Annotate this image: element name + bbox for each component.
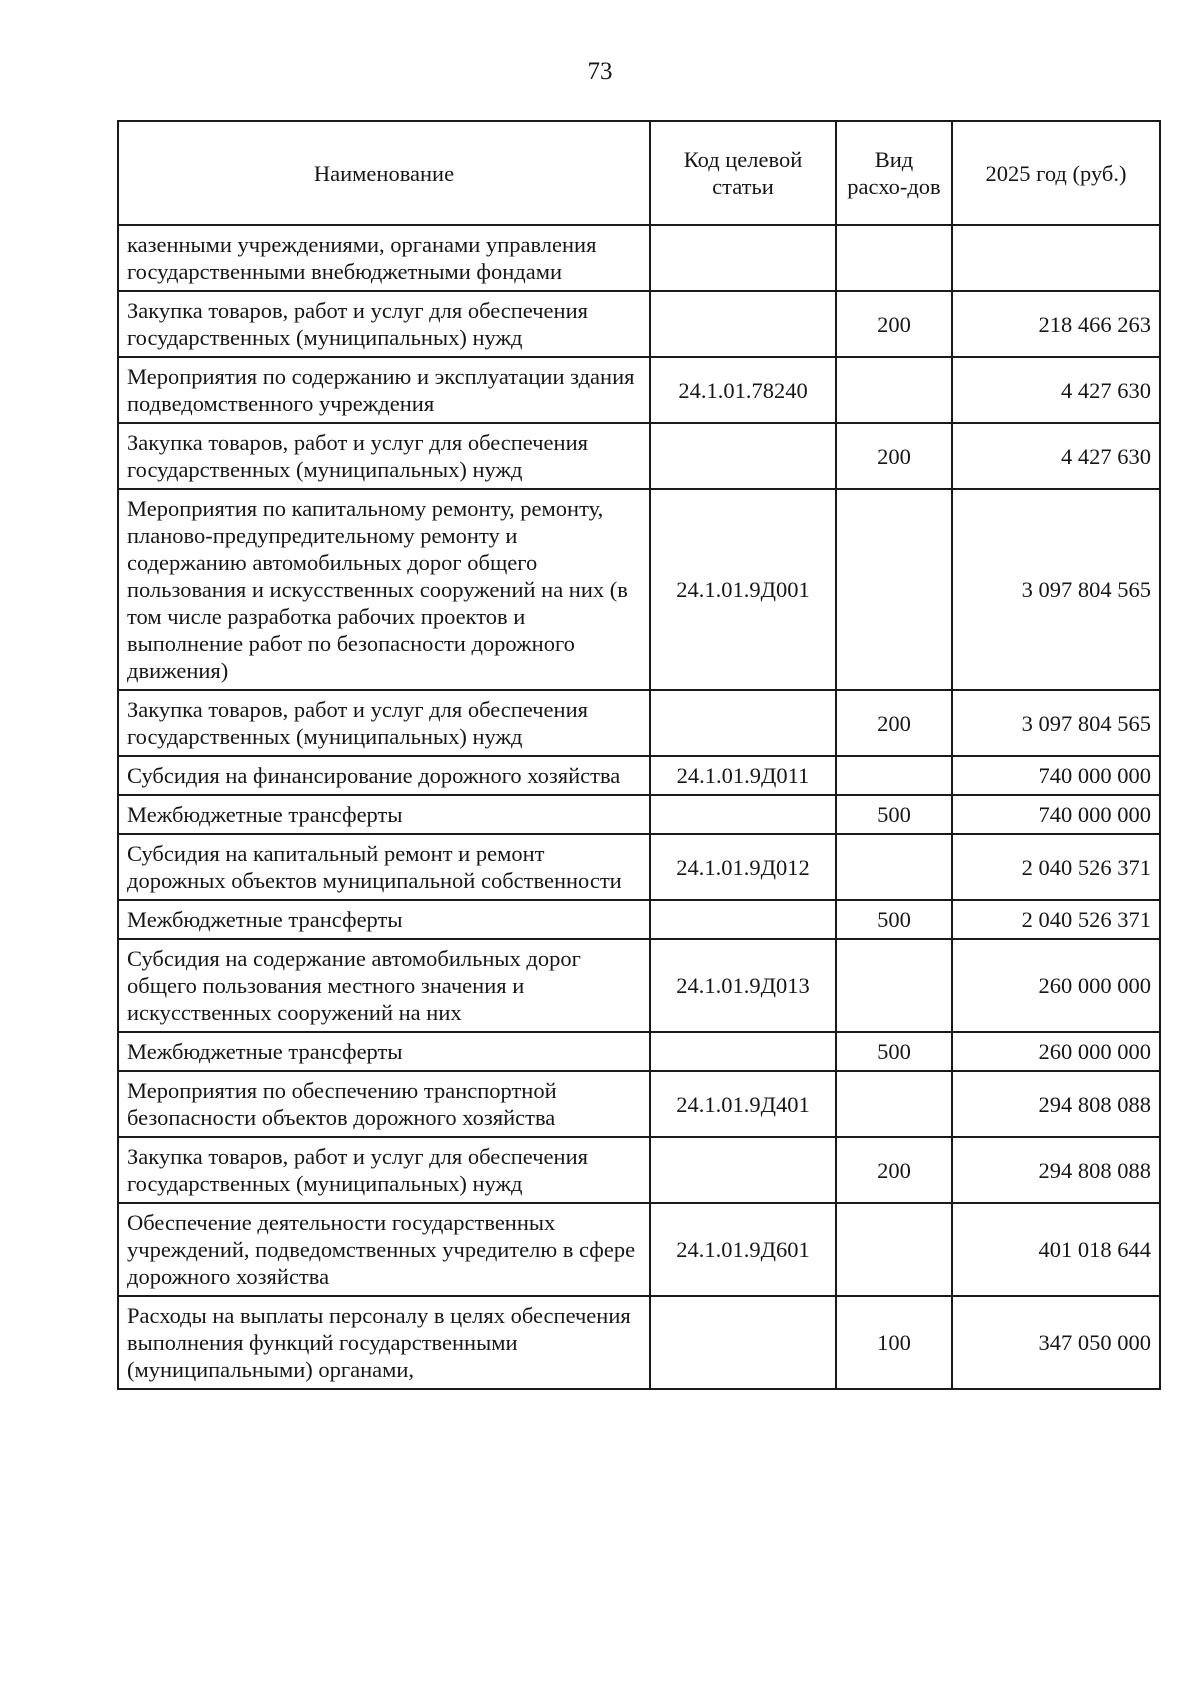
header-type: Вид расхо-дов: [836, 121, 952, 225]
row-code: [650, 1137, 836, 1203]
table-row: [118, 357, 1160, 423]
row-expense-type: 200: [836, 690, 952, 756]
row-expense-type: 200: [836, 423, 952, 489]
row-expense-type: 200: [836, 291, 952, 357]
row-amount: 4 427 630: [952, 423, 1160, 489]
row-code: 24.1.01.78240: [650, 357, 836, 423]
row-amount: 740 000 000: [952, 795, 1160, 834]
row-code: [650, 423, 836, 489]
table-row: [118, 291, 1160, 357]
table-row: [118, 756, 1160, 795]
row-name: Закупка товаров, работ и услуг для обеспечения государственных (муниципальных) нужд: [118, 423, 650, 489]
table-row: [118, 834, 1160, 900]
row-code: [650, 1296, 836, 1389]
row-amount: 260 000 000: [952, 939, 1160, 1032]
row-amount: [952, 225, 1160, 291]
table-row: [118, 1032, 1160, 1071]
row-name: Мероприятия по капитальному ремонту, ремонту, планово-предупредительному ремонту и содержанию автомобильных дорог общего пользования и искусственных сооружений на них (в том числе разработка рабочих проектов и выполнение работ по безопасности дорожного движения): [118, 489, 650, 690]
row-code: [650, 225, 836, 291]
table-row: [118, 225, 1160, 291]
table-row: [118, 489, 1160, 690]
row-expense-type: 500: [836, 795, 952, 834]
row-amount: 294 808 088: [952, 1071, 1160, 1137]
page-number: 73: [587, 58, 613, 85]
row-name: Закупка товаров, работ и услуг для обеспечения государственных (муниципальных) нужд: [118, 291, 650, 357]
row-name: Закупка товаров, работ и услуг для обеспечения государственных (муниципальных) нужд: [118, 1137, 650, 1203]
row-name: Межбюджетные трансферты: [118, 795, 650, 834]
table-header-row: [118, 121, 1160, 225]
table-row: [118, 1137, 1160, 1203]
row-code: 24.1.01.9Д601: [650, 1203, 836, 1296]
row-name: Закупка товаров, работ и услуг для обеспечения государственных (муниципальных) нужд: [118, 690, 650, 756]
table-row: [118, 423, 1160, 489]
table-row: [118, 900, 1160, 939]
row-expense-type: [836, 939, 952, 1032]
table-row: [118, 1203, 1160, 1296]
table-row: [118, 1296, 1160, 1389]
row-expense-type: [836, 1071, 952, 1137]
row-amount: 294 808 088: [952, 1137, 1160, 1203]
row-amount: 347 050 000: [952, 1296, 1160, 1389]
budget-table: [117, 120, 1161, 1390]
row-name: Обеспечение деятельности государственных учреждений, подведомственных учредителю в сфере дорожного хозяйства: [118, 1203, 650, 1296]
header-code: Код целевой статьи: [650, 121, 836, 225]
row-code: [650, 690, 836, 756]
row-name: Субсидия на содержание автомобильных дорог общего пользования местного значения и искусственных сооружений на них: [118, 939, 650, 1032]
row-amount: 4 427 630: [952, 357, 1160, 423]
row-expense-type: [836, 834, 952, 900]
row-code: 24.1.01.9Д011: [650, 756, 836, 795]
table-row: [118, 795, 1160, 834]
row-amount: 401 018 644: [952, 1203, 1160, 1296]
row-expense-type: 100: [836, 1296, 952, 1389]
row-name: Субсидия на капитальный ремонт и ремонт дорожных объектов муниципальной собственности: [118, 834, 650, 900]
row-expense-type: 200: [836, 1137, 952, 1203]
row-code: 24.1.01.9Д001: [650, 489, 836, 690]
table-row: [118, 690, 1160, 756]
row-name: Мероприятия по обеспечению транспортной безопасности объектов дорожного хозяйства: [118, 1071, 650, 1137]
header-amount: 2025 год (руб.): [952, 121, 1160, 225]
row-name: Расходы на выплаты персоналу в целях обеспечения выполнения функций государственными (муниципальными) органами,: [118, 1296, 650, 1389]
row-expense-type: 500: [836, 900, 952, 939]
row-expense-type: [836, 756, 952, 795]
row-name: Мероприятия по содержанию и эксплуатации здания подведомственного учреждения: [118, 357, 650, 423]
row-amount: 2 040 526 371: [952, 834, 1160, 900]
row-name: казенными учреждениями, органами управления государственными внебюджетными фондами: [118, 225, 650, 291]
row-code: [650, 291, 836, 357]
header-name: Наименование: [118, 121, 650, 225]
row-code: [650, 1032, 836, 1071]
row-name: Межбюджетные трансферты: [118, 900, 650, 939]
row-amount: 740 000 000: [952, 756, 1160, 795]
row-expense-type: [836, 1203, 952, 1296]
row-amount: 3 097 804 565: [952, 489, 1160, 690]
row-expense-type: [836, 225, 952, 291]
table-row: [118, 939, 1160, 1032]
row-code: [650, 900, 836, 939]
row-amount: 260 000 000: [952, 1032, 1160, 1071]
row-amount: 3 097 804 565: [952, 690, 1160, 756]
row-code: 24.1.01.9Д401: [650, 1071, 836, 1137]
row-code: [650, 795, 836, 834]
row-amount: 2 040 526 371: [952, 900, 1160, 939]
row-expense-type: [836, 489, 952, 690]
row-name: Межбюджетные трансферты: [118, 1032, 650, 1071]
table-row: [118, 1071, 1160, 1137]
table-body: [118, 225, 1160, 1389]
row-code: 24.1.01.9Д013: [650, 939, 836, 1032]
row-amount: 218 466 263: [952, 291, 1160, 357]
row-expense-type: 500: [836, 1032, 952, 1071]
row-name: Субсидия на финансирование дорожного хозяйства: [118, 756, 650, 795]
row-code: 24.1.01.9Д012: [650, 834, 836, 900]
row-expense-type: [836, 357, 952, 423]
